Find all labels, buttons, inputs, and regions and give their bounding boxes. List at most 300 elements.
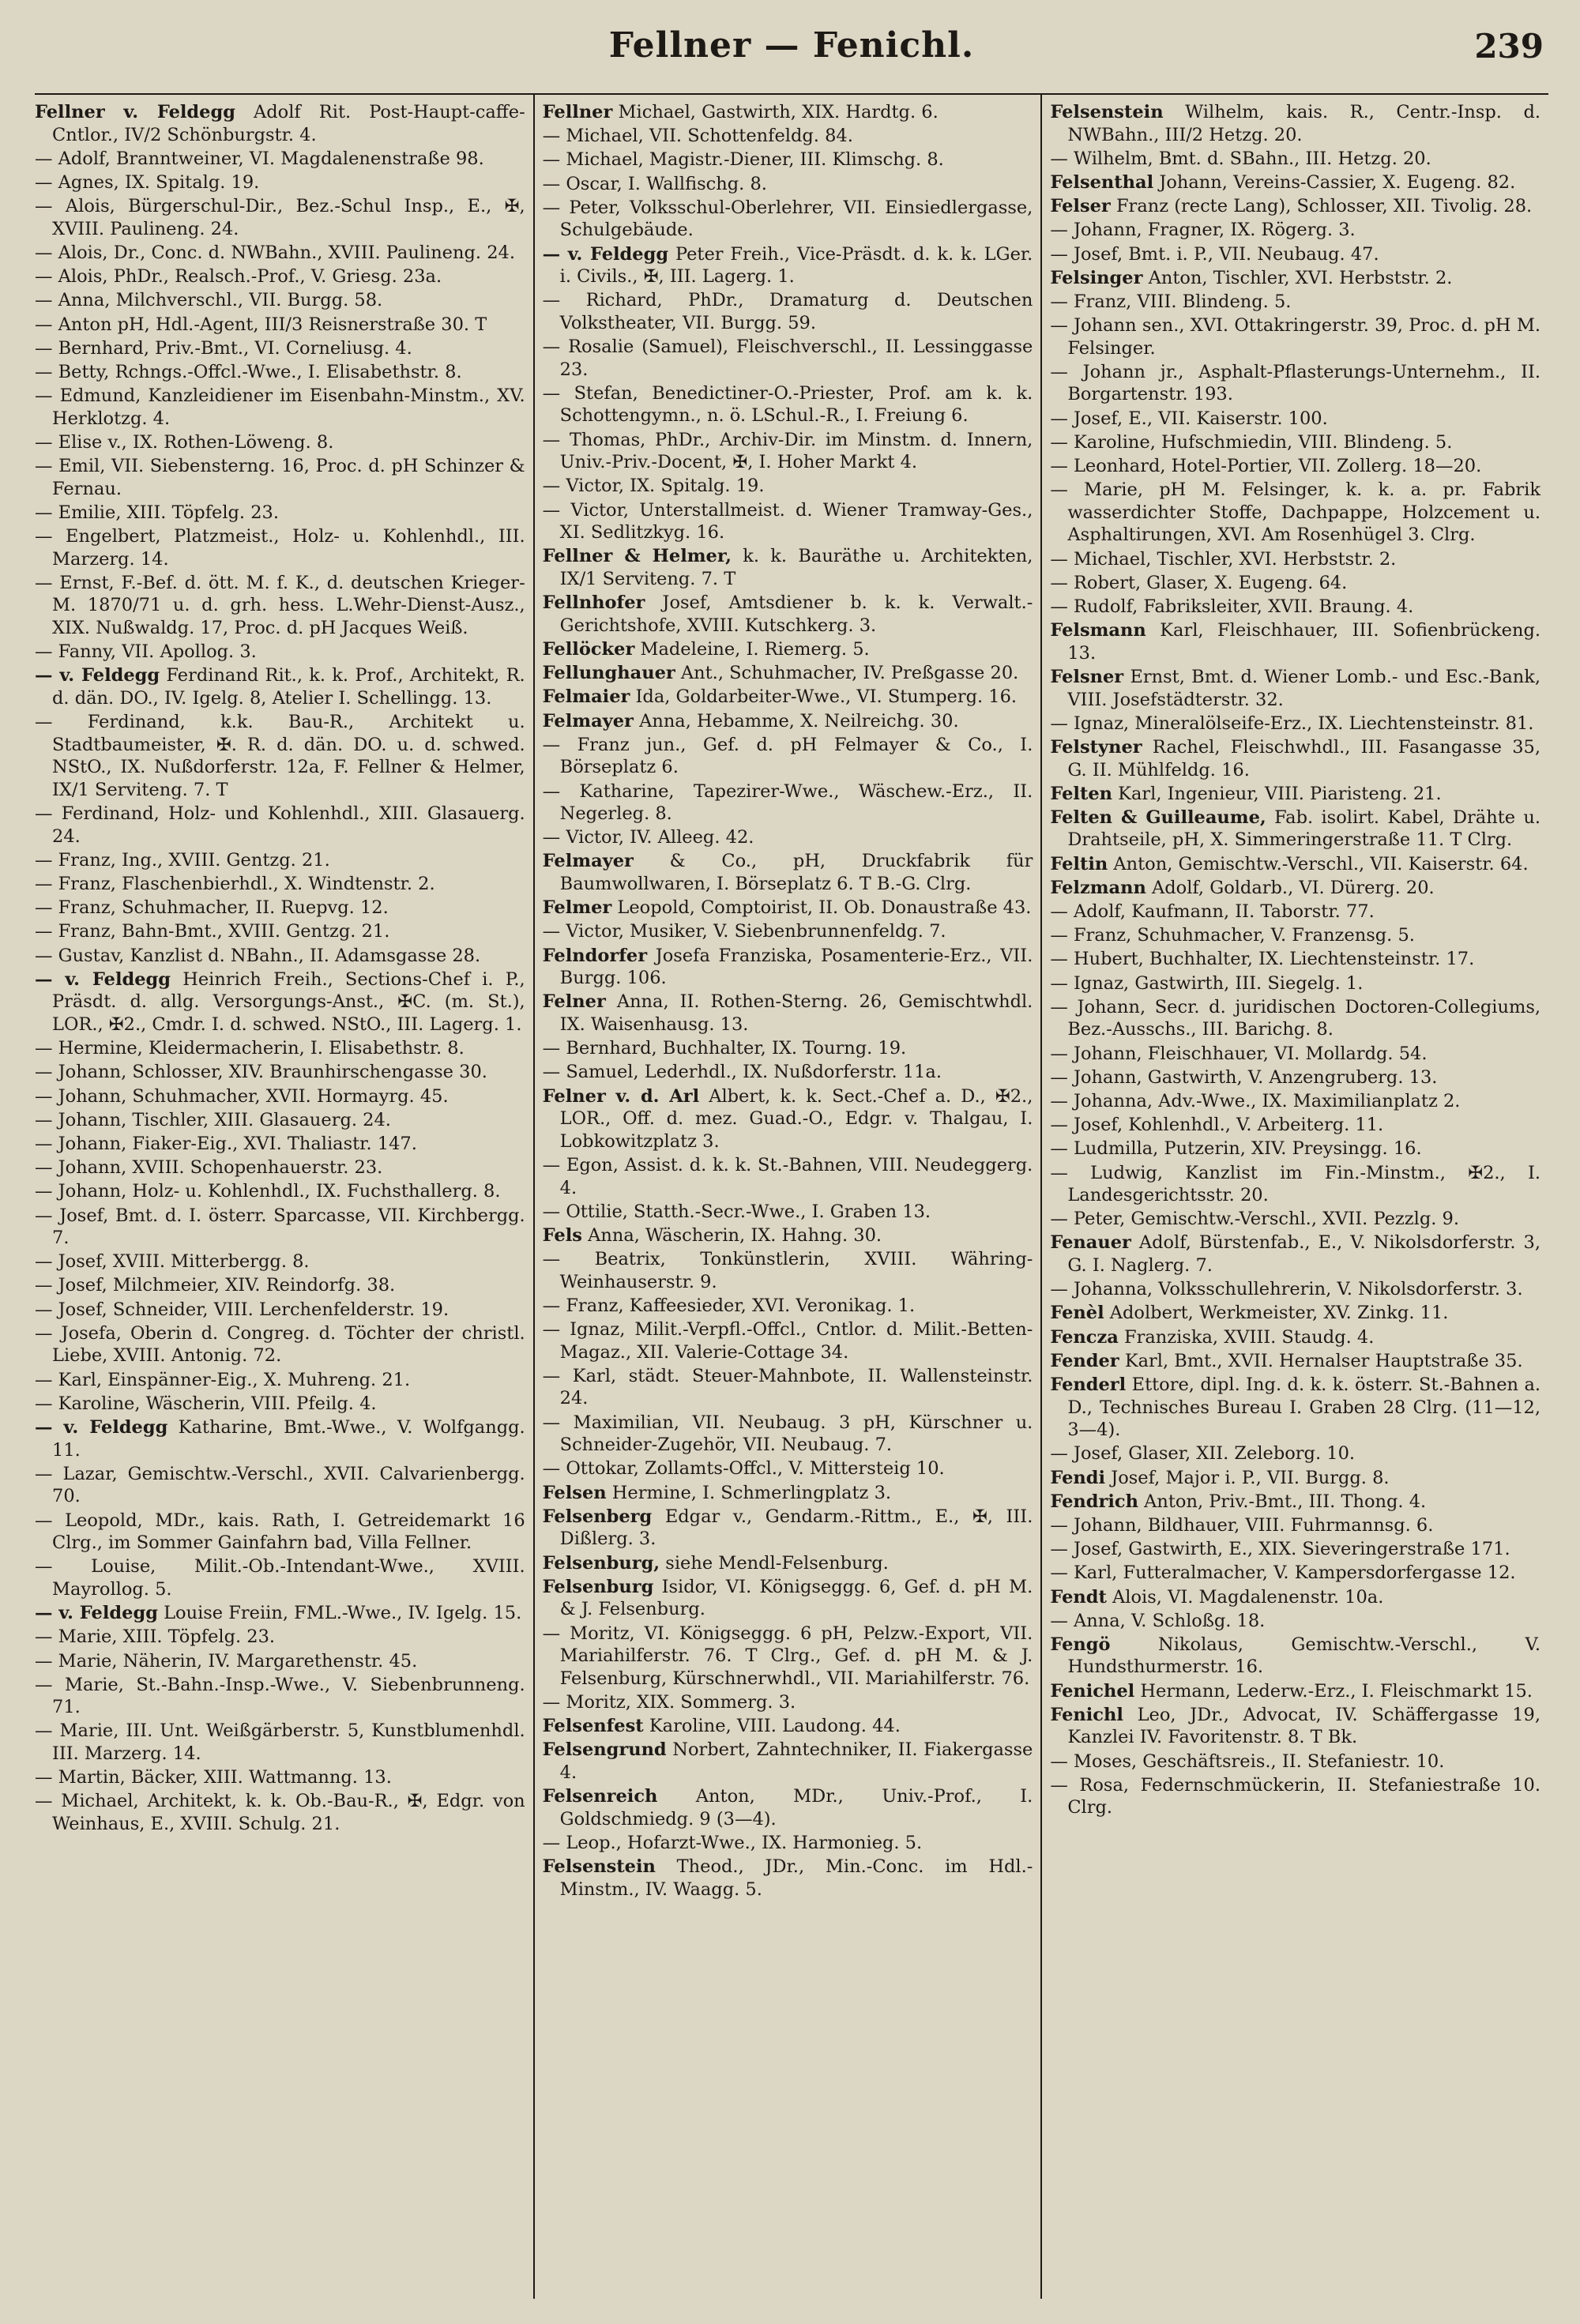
entry-text: — Peter, Gemischtw.-Verschl., XVII. Pezzlg. 9.	[1050, 1209, 1460, 1230]
entry-headword: Fender	[1050, 1350, 1119, 1371]
entry-text: — Alois, Dr., Conc. d. NWBahn., XVIII. Paulineng. 24.	[35, 242, 515, 263]
directory-entry	[35, 1369, 525, 1392]
entry-text: Ferdinand Rit., k. k. Prof., Architekt, R. d. dän. DO., IV. Igelg. 8, Atelier I. Schellingg. 13.	[52, 665, 525, 709]
entry-text: Fab. isolirt. Kabel, Drähte u. Drahtseile, pH, X. Simmeringerstraße 11. T Clrg.	[1067, 807, 1541, 851]
entry-headword: Fenauer	[1050, 1232, 1131, 1254]
entry-text: — Samuel, Lederhdl., IX. Nußdorferstr. 11a.	[542, 1062, 942, 1083]
entry-text: — Michael, Magistr.-Diener, III. Klimschg. 8.	[542, 149, 944, 171]
entry-text: Isidor, VI. Königseggg. 6, Gef. d. pH M. & J. Felsenburg.	[559, 1576, 1033, 1620]
directory-entry	[543, 499, 1033, 544]
entry-headword: Feltin	[1050, 853, 1108, 874]
directory-entry	[35, 171, 525, 194]
directory-entry	[35, 148, 525, 171]
entry-text: Wilhelm, kais. R., Centr.-Insp. d. NWBahn., III/2 Hetzg. 20.	[1067, 102, 1541, 145]
entry-text: — Elise v., IX. Rothen-Löweng. 8.	[35, 431, 334, 453]
running-title: Fellner — Fenichl.	[608, 25, 975, 66]
directory-entry	[35, 945, 525, 968]
entry-text: Ernst, Bmt. d. Wiener Lomb.- und Esc.-Bank, VIII. Josefstädterstr. 32.	[1067, 666, 1541, 710]
entry-text: — Moritz, XIX. Sommerg. 3.	[542, 1691, 796, 1713]
entry-headword: Fellnhofer	[542, 592, 645, 614]
entry-text: — Franz, Schuhmacher, II. Ruepvg. 12.	[35, 897, 389, 919]
entry-headword: Felner	[542, 991, 606, 1013]
entry-text: Theod., JDr., Min.-Conc. im Hdl.-Minstm., IV. Waagg. 5.	[559, 1856, 1033, 1900]
entry-text: — Michael, VII. Schottenfeldg. 84.	[542, 126, 853, 147]
entry-text: Ettore, dipl. Ing. d. k. k. österr. St.-Bahnen a. D., Technisches Bureau I. Graben 28 Clrg. (11—12, 3—4).	[1067, 1374, 1541, 1441]
entry-text: — Martin, Bäcker, XIII. Wattmanng. 13.	[35, 1767, 392, 1788]
directory-entry	[1050, 243, 1540, 266]
entry-text: — Karoline, Hufschmiedin, VIII. Blindeng. 5.	[1050, 431, 1453, 453]
directory-entry	[35, 1322, 525, 1367]
directory-entry	[35, 1393, 525, 1416]
directory-entry	[1050, 572, 1540, 595]
directory-entry	[543, 336, 1033, 381]
directory-entry	[543, 1201, 1033, 1224]
directory-entry	[35, 1133, 525, 1156]
directory-entry	[35, 1061, 525, 1084]
entry-text: — Franz, Schuhmacher, V. Franzensg. 5.	[1050, 925, 1415, 946]
entry-text: Karoline, VIII. Laudong. 44.	[643, 1716, 901, 1737]
entry-text: — Marie, XIII. Töpfelg. 23.	[35, 1626, 276, 1648]
directory-entry	[543, 429, 1033, 474]
entry-text: siehe Mendl-Felsenburg.	[660, 1552, 889, 1574]
directory-entry	[1050, 361, 1540, 406]
entry-text: — Josef, Gastwirth, E., XIX. Sieveringerstraße 171.	[1050, 1539, 1510, 1560]
entry-text: — Marie, Näherin, IV. Margarethenstr. 45.	[35, 1650, 418, 1672]
entry-text: Ant., Schuhmacher, IV. Preßgasse 20.	[675, 663, 1019, 684]
directory-entry	[35, 1674, 525, 1719]
entry-headword: Felsenstein	[1050, 102, 1164, 122]
directory-entry	[543, 1154, 1033, 1199]
entry-text: — Karl, städt. Steuer-Mahnbote, II. Wallensteinstr. 24.	[542, 1365, 1033, 1409]
entry-text: — Ferdinand, Holz- und Kohlenhdl., XIII. Glasauerg. 24.	[35, 803, 525, 847]
entry-headword: Fellunghauer	[542, 663, 675, 684]
entry-headword: Felsenfest	[542, 1716, 644, 1737]
entry-text: — Josef, Bmt. i. P., VII. Neubaug. 47.	[1050, 243, 1379, 265]
directory-entry	[1050, 1751, 1540, 1773]
entry-headword: Fendt	[1050, 1586, 1107, 1608]
entry-text: Adolf, Goldarb., VI. Dürerg. 20.	[1146, 877, 1435, 898]
entry-headword: Fenèl	[1050, 1303, 1104, 1324]
directory-entry	[1050, 666, 1540, 711]
directory-entry	[35, 431, 525, 454]
entry-headword: Fels	[542, 1224, 582, 1246]
entry-headword: Felsmann	[1050, 620, 1146, 641]
directory-entry	[1050, 1326, 1540, 1349]
entry-text: — Victor, IV. Alleeg. 42.	[542, 827, 754, 848]
directory-entry	[1050, 783, 1540, 806]
entry-text: Josefa Franziska, Posamenterie-Erz., VII. Burgg. 106.	[559, 945, 1033, 989]
entry-text: — Karl, Einspänner-Eig., X. Muhreng. 21.	[35, 1369, 411, 1390]
entry-text: Franz (recte Lang), Schlosser, XII. Tivolig. 28.	[1110, 196, 1533, 217]
entry-text: — Edmund, Kanzleidiener im Eisenbahn-Minstm., XV. Herklotzg. 4.	[35, 385, 525, 429]
entry-text: — Johann, Gastwirth, V. Anzengruberg. 13.	[1050, 1066, 1438, 1088]
entry-text: Nikolaus, Gemischtw.-Verschl., V. Hundsthurmerstr. 16.	[1067, 1634, 1541, 1678]
entry-text: Anna, Hebamme, X. Neilreichg. 30.	[633, 710, 959, 731]
entry-text: Ida, Goldarbeiter-Wwe., VI. Stumperg. 16.	[630, 686, 1018, 708]
entry-text: — Katharine, Tapezirer-Wwe., Wäschew.-Erz., II. Negerleg. 8.	[542, 780, 1033, 825]
directory-entry	[1050, 1162, 1540, 1207]
entry-text: Madeleine, I. Riemerg. 5.	[634, 638, 870, 660]
entry-text: — Thomas, PhDr., Archiv-Dir. im Minstm. d. Innern, Univ.-Priv.-Docent, ✠, I. Hoher Markt 4.	[542, 429, 1033, 473]
directory-entry	[543, 1037, 1033, 1060]
entry-headword: Fendi	[1050, 1467, 1106, 1488]
directory-entry	[1050, 924, 1540, 947]
directory-entry	[1050, 1586, 1540, 1609]
directory-entry	[543, 897, 1033, 919]
directory-entry	[543, 1482, 1033, 1505]
entry-text: Anna, II. Rothen-Sterng. 26, Gemischtwhdl. IX. Waisenhausg. 13.	[559, 991, 1033, 1035]
entry-headword: Fellner & Helmer,	[542, 546, 732, 567]
directory-entry	[543, 710, 1033, 733]
directory-entry	[1050, 596, 1540, 619]
entry-text: Anton, MDr., Univ.-Prof., I. Goldschmiedg. 9 (3—4).	[559, 1786, 1033, 1829]
directory-entry	[35, 920, 525, 943]
entry-text: Josef, Amtsdiener b. k. k. Verwalt.-Gerichtshofe, XVIII. Kutschkerg. 3.	[559, 592, 1033, 636]
entry-text: Adolf Rit. Post-Haupt-caffe-Cntlor., IV/2 Schönburgstr. 4.	[52, 102, 525, 145]
entry-text: Katharine, Bmt.-Wwe., V. Wolfgangg. 11.	[52, 1417, 525, 1461]
entry-text: — Ottokar, Zollamts-Offcl., V. Mittersteig 10.	[542, 1458, 945, 1480]
directory-entry	[543, 1085, 1033, 1153]
directory-entry	[543, 1457, 1033, 1480]
directory-entry	[35, 1766, 525, 1789]
directory-entry	[543, 1576, 1033, 1621]
entry-headword: Felsenstein	[542, 1856, 656, 1878]
entry-text: — Johann, Fleischhauer, VI. Mollardg. 54.	[1050, 1043, 1428, 1064]
directory-entry	[1050, 807, 1540, 852]
entry-text: — Peter, Volksschul-Oberlehrer, VII. Einsiedlergasse, Schulgebäude.	[542, 197, 1033, 241]
entry-text: — Rosa, Federnschmückerin, II. Stefaniestraße 10. Clrg.	[1050, 1774, 1541, 1818]
entry-headword: Felsen	[542, 1482, 607, 1503]
entry-headword: — v. Feldegg	[35, 1603, 158, 1624]
directory-entry	[543, 1856, 1033, 1901]
directory-entry	[35, 641, 525, 664]
entry-text: — Johanna, Volksschullehrerin, V. Nikolsdorferstr. 3.	[1050, 1279, 1523, 1300]
entry-text: — Josef, Glaser, XII. Zeleborg. 10.	[1050, 1443, 1356, 1465]
entry-text: — Rosalie (Samuel), Fleischverschl., II. Lessinggasse 23.	[542, 337, 1033, 380]
directory-entry	[543, 1248, 1033, 1293]
directory-entry	[543, 1295, 1033, 1318]
directory-entry	[1050, 267, 1540, 290]
directory-entry	[35, 1650, 525, 1673]
page-header	[35, 19, 1548, 82]
directory-entry	[35, 1037, 525, 1060]
directory-entry	[1050, 479, 1540, 547]
entry-text: Franziska, XVIII. Staudg. 4.	[1118, 1326, 1375, 1348]
directory-entry	[1050, 1374, 1540, 1442]
entry-text: — Josef, Milchmeier, XIV. Reindorfg. 38.	[35, 1275, 396, 1296]
entry-text: — Franz jun., Gef. d. pH Felmayer & Co., I. Börseplatz 6.	[542, 734, 1033, 778]
directory-entry	[1050, 171, 1540, 194]
entry-text: — Hubert, Buchhalter, IX. Liechtensteinstr. 17.	[1050, 949, 1475, 970]
entry-text: Leopold, Comptoirist, II. Ob. Donaustraße 43.	[611, 897, 1032, 919]
directory-entry	[543, 662, 1033, 685]
entry-text: — Johann, Holz- u. Kohlenhdl., IX. Fuchsthallerg. 8.	[35, 1181, 501, 1202]
entry-headword: Fellöcker	[542, 638, 635, 660]
directory-entry	[1050, 1066, 1540, 1089]
entry-headword: Felten	[1050, 783, 1113, 804]
entry-text: — Michael, Tischler, XVI. Herbststr. 2.	[1050, 548, 1397, 570]
entry-text: — Bernhard, Buchhalter, IX. Tourng. 19.	[542, 1038, 907, 1059]
directory-entry	[1050, 877, 1540, 900]
directory-entry	[1050, 996, 1540, 1041]
entry-text: Norbert, Zahntechniker, II. Fiakergasse 4.	[559, 1739, 1033, 1783]
entry-text: — Beatrix, Tonkünstlerin, XVIII. Währing-Weinhauserstr. 9.	[542, 1249, 1033, 1292]
directory-entry	[543, 780, 1033, 825]
directory-entry	[1050, 1442, 1540, 1465]
entry-text: — Josefa, Oberin d. Congreg. d. Töchter der christl. Liebe, XVIII. Antonig. 72.	[35, 1322, 525, 1367]
directory-entry	[543, 686, 1033, 709]
entry-headword: Fencza	[1050, 1326, 1119, 1348]
entry-headword: Felten & Guilleaume,	[1050, 807, 1266, 828]
entry-headword: Felmer	[542, 897, 612, 919]
directory-entry	[1050, 853, 1540, 876]
entry-text: Albert, k. k. Sect.-Chef a. D., ✠2., LOR., Off. d. mez. Guad.-O., Edgr. v. Thalgau, I. Lobkowitzplatz 3.	[559, 1085, 1033, 1152]
entry-text: Leo, JDr., Advocat, IV. Schäffergasse 19, Kanzlei IV. Favoritenstr. 8. T Bk.	[1067, 1704, 1541, 1748]
entry-text: Hermann, Lederw.-Erz., I. Fleischmarkt 15.	[1134, 1680, 1533, 1702]
entry-text: — Ignaz, Gastwirth, III. Siegelg. 1.	[1050, 972, 1364, 994]
directory-entry	[35, 968, 525, 1036]
entry-text: — Wilhelm, Bmt. d. SBahn., III. Hetzg. 20.	[1050, 148, 1431, 169]
entry-headword: Felmaier	[542, 686, 630, 708]
entry-text: Karl, Bmt., XVII. Hernalser Hauptstraße 35.	[1119, 1350, 1523, 1371]
entry-text: — Gustav, Kanzlist d. NBahn., II. Adamsgasse 28.	[35, 945, 481, 966]
entry-text: — Victor, Musiker, V. Siebenbrunnenfeldg. 7.	[542, 921, 946, 942]
directory-entry	[1050, 901, 1540, 923]
directory-entry	[543, 1552, 1033, 1575]
entry-headword: Felsenburg	[542, 1576, 654, 1597]
directory-entry	[35, 711, 525, 801]
entry-headword: Fenichl	[1050, 1704, 1123, 1725]
directory-entry	[1050, 1043, 1540, 1066]
directory-entry	[1050, 1634, 1540, 1679]
directory-entry	[35, 1790, 525, 1835]
entry-headword: Fenichel	[1050, 1680, 1135, 1702]
directory-entry	[1050, 431, 1540, 454]
column-3	[1042, 95, 1548, 2299]
directory-entry	[1050, 1114, 1540, 1137]
entry-text: — Johann sen., XVI. Ottakringerstr. 39, Proc. d. pH M. Felsinger.	[1050, 315, 1541, 359]
entry-text: — Anna, Milchverschl., VII. Burgg. 58.	[35, 290, 383, 311]
entry-text: — Engelbert, Platzmeist., Holz- u. Kohlenhdl., III. Marzerg. 14.	[35, 526, 525, 570]
entry-text: — Franz, VIII. Blindeng. 5.	[1050, 291, 1292, 312]
entry-text: — Victor, Unterstallmeist. d. Wiener Tramway-Ges., XI. Sedlitzkyg. 16.	[542, 499, 1033, 543]
entry-text: — Emilie, XIII. Töpfelg. 23.	[35, 502, 280, 523]
entry-text: — Johann, Schlosser, XIV. Braunhirschengasse 30.	[35, 1062, 487, 1083]
entry-text: — Hermine, Kleidermacherin, I. Elisabethstr. 8.	[35, 1038, 465, 1059]
directory-entry	[35, 873, 525, 896]
entry-text: Karl, Ingenieur, VIII. Piaristeng. 21.	[1112, 783, 1442, 804]
directory-entry	[35, 1416, 525, 1461]
entry-text: Louise Freiin, FML.-Wwe., IV. Igelg. 15.	[157, 1603, 522, 1624]
directory-entry	[543, 1365, 1033, 1410]
entry-text: — Adolf, Kaufmann, II. Taborstr. 77.	[1050, 901, 1375, 923]
directory-entry	[543, 1785, 1033, 1830]
directory-entry	[35, 502, 525, 525]
directory-entry	[35, 664, 525, 709]
directory-entry	[543, 1691, 1033, 1714]
entry-text: Anton, Gemischtw.-Verschl., VII. Kaiserstr. 64.	[1108, 853, 1529, 874]
entry-text: Josef, Major i. P., VII. Burgg. 8.	[1105, 1467, 1390, 1488]
page-number: 239	[1474, 27, 1544, 66]
directory-entry	[35, 1274, 525, 1297]
entry-text: — Alois, Bürgerschul-Dir., Bez.-Schul Insp., E., ✠, XVIII. Paulineng. 24.	[35, 196, 525, 239]
directory-entry	[543, 592, 1033, 637]
directory-entry	[543, 1506, 1033, 1551]
entry-headword: Felner v. d. Arl	[542, 1085, 700, 1107]
directory-entry	[1050, 1232, 1540, 1277]
directory-entry	[543, 920, 1033, 943]
directory-entry	[35, 1626, 525, 1649]
directory-entry	[543, 734, 1033, 779]
entry-text: — Johann, Secr. d. juridischen Doctoren-Collegiums, Bez.-Ausschs., III. Barichg. 8.	[1050, 996, 1541, 1040]
directory-entry	[543, 850, 1033, 895]
entry-headword: Fengö	[1050, 1634, 1111, 1655]
entry-text: — Ottilie, Statth.-Secr.-Wwe., I. Graben 13.	[542, 1201, 931, 1222]
directory-entry	[35, 525, 525, 570]
directory-entry	[35, 455, 525, 500]
directory-entry	[543, 945, 1033, 990]
directory-entry	[543, 1224, 1033, 1247]
directory-entry	[1050, 619, 1540, 664]
entry-text: Hermine, I. Schmerlingplatz 3.	[606, 1482, 892, 1503]
directory-entry	[543, 149, 1033, 171]
entry-text: — Ferdinand, k.k. Bau-R., Architekt u. Stadtbaumeister, ✠. R. d. dän. DO. u. d. schwed. NStO., IX. Nußdorferstr. 12a, F. Fellner & Helmer, IX/1 Serviteng. 7. T	[35, 712, 525, 800]
entry-text: — Johann, Schuhmacher, XVII. Hormayrg. 45.	[35, 1085, 449, 1107]
directory-entry	[35, 897, 525, 919]
directory-entry	[35, 1555, 525, 1600]
directory-entry	[1050, 948, 1540, 971]
directory-entry	[543, 1832, 1033, 1855]
entry-text: — Ludmilla, Putzerin, XIV. Preysingg. 16.	[1050, 1138, 1422, 1160]
entry-text: — Johann, Fragner, IX. Rögerg. 3.	[1050, 220, 1356, 241]
entry-headword: Felzmann	[1050, 877, 1146, 898]
directory-entry	[543, 1318, 1033, 1363]
directory-entry	[35, 849, 525, 872]
entry-headword: — v. Feldegg	[35, 1417, 168, 1438]
entry-text: — Karl, Futteralmacher, V. Kampersdorfergasse 12.	[1050, 1562, 1516, 1584]
entry-text: — Ernst, F.-Bef. d. ött. M. f. K., d. deutschen Krieger-M. 1870/71 u. d. grh. hess. L.Wehr-Dienst-Ausz., XIX. Nußwaldg. 17, Proc. d. pH Jacques Weiß.	[35, 572, 525, 638]
entry-headword: Felmayer	[542, 710, 634, 731]
directory-entry	[1050, 408, 1540, 431]
directory-entry	[35, 1720, 525, 1765]
entry-text: — Karoline, Wäscherin, VIII. Pfeilg. 4.	[35, 1393, 377, 1414]
entry-text: — Rudolf, Fabriksleiter, XVII. Braung. 4.	[1050, 596, 1414, 617]
directory-entry	[35, 361, 525, 384]
entry-text: Anton, Priv.-Bmt., III. Thong. 4.	[1138, 1491, 1427, 1512]
directory-entry	[543, 638, 1033, 661]
directory-entry	[1050, 713, 1540, 735]
entry-text: — Leonhard, Hotel-Portier, VII. Zollerg. 18—20.	[1050, 456, 1482, 477]
entry-text: — Franz, Flaschenbierhdl., X. Windtenstr. 2.	[35, 874, 435, 895]
entry-text: Anna, Wäscherin, IX. Hahng. 30.	[581, 1224, 882, 1246]
directory-entry	[1050, 1090, 1540, 1113]
entry-headword: Felsenthal	[1050, 171, 1154, 193]
entry-text: — Anna, V. Schloßg. 18.	[1050, 1610, 1266, 1631]
entry-text: — Ludwig, Kanzlist im Fin.-Minstm., ✠2., I. Landesgerichtsstr. 20.	[1050, 1162, 1541, 1206]
directory-entry	[1050, 314, 1540, 359]
entry-text: — Fanny, VII. Apollog. 3.	[35, 641, 257, 663]
entry-text: k. k. Bauräthe u. Architekten, IX/1 Serviteng. 7. T	[559, 546, 1033, 589]
entry-headword: — v. Feldegg	[542, 243, 669, 265]
directory-entry	[1050, 1138, 1540, 1160]
entry-text: — Emil, VII. Siebensterng. 16, Proc. d. pH Schinzer & Fernau.	[35, 456, 525, 499]
entry-text: — Marie, pH M. Felsinger, k. k. a. pr. Fabrik wasserdichter Stoffe, Dachpappe, Holzcement u. Asphaltirungen, XVI. Am Rosenhügel 3. Clrg.	[1050, 479, 1541, 546]
directory-entry	[1050, 736, 1540, 781]
directory-entry	[543, 545, 1033, 590]
directory-entry	[1050, 1704, 1540, 1749]
entry-text: — Franz, Kaffeesieder, XVI. Veronikag. 1.	[542, 1295, 916, 1316]
directory-entry	[35, 1109, 525, 1132]
entry-text: — Josef, E., VII. Kaiserstr. 100.	[1050, 408, 1328, 429]
directory-entry	[1050, 101, 1540, 146]
directory-entry	[543, 991, 1033, 1036]
directory-entry	[543, 1623, 1033, 1690]
entry-text: & Co., pH, Druckfabrik für Baumwollwaren, I. Börseplatz 6. T B.-G. Clrg.	[559, 851, 1033, 895]
entry-text: — Maximilian, VII. Neubaug. 3 pH, Kürschner u. Schneider-Zugehör, VII. Neubaug. 7.	[542, 1412, 1033, 1456]
entry-text: — Johanna, Adv.-Wwe., IX. Maximilianplatz 2.	[1050, 1090, 1461, 1111]
directory-entry	[1050, 1774, 1540, 1819]
directory-entry	[543, 1412, 1033, 1457]
entry-headword: Felsenburg,	[542, 1552, 660, 1574]
entry-text: — Alois, PhDr., Realsch.-Prof., V. Griesg. 23a.	[35, 266, 442, 288]
directory-entry	[1050, 548, 1540, 571]
entry-text: — Egon, Assist. d. k. k. St.-Bahnen, VIII. Neudeggerg. 4.	[542, 1154, 1033, 1198]
entry-headword: Fellner v. Feldegg	[35, 102, 235, 122]
column-1	[35, 95, 535, 2299]
entry-headword: — v. Feldegg	[35, 968, 171, 990]
entry-text: — Josef, XVIII. Mitterbergg. 8.	[35, 1251, 310, 1273]
entry-text: — Leopold, MDr., kais. Rath, I. Getreidemarkt 16 Clrg., im Sommer Gainfahrn bad, Villa Fellner.	[35, 1510, 525, 1554]
entry-text: — Robert, Glaser, X. Eugeng. 64.	[1050, 572, 1348, 593]
directory-entry	[35, 1156, 525, 1179]
entry-text: — Johann jr., Asphalt-Pflasterungs-Unternehm., II. Borgartenstr. 193.	[1050, 361, 1541, 405]
entry-headword: Felsinger	[1050, 267, 1143, 288]
directory-entry	[1050, 1491, 1540, 1514]
entry-text: — Josef, Schneider, VIII. Lerchenfelderstr. 19.	[35, 1299, 450, 1320]
directory-entry	[35, 1180, 525, 1203]
entry-text: — Johann, Tischler, XIII. Glasauerg. 24.	[35, 1109, 391, 1130]
directory-entry	[35, 803, 525, 848]
entry-headword: Felsenberg	[542, 1506, 653, 1527]
directory-entry	[1050, 1302, 1540, 1325]
directory-entry	[35, 265, 525, 288]
directory-entry	[35, 572, 525, 640]
entry-text: Rachel, Fleischwhdl., III. Fasangasse 35, G. II. Mühlfeldg. 16.	[1067, 736, 1541, 780]
entry-text: Anton, Tischler, XVI. Herbststr. 2.	[1142, 267, 1453, 288]
entry-text: — Franz, Ing., XVIII. Gentzg. 21.	[35, 849, 330, 871]
entry-headword: Felser	[1050, 196, 1111, 217]
entry-text: — Franz, Bahn-Bmt., XVIII. Gentzg. 21.	[35, 921, 390, 942]
entry-text: — Lazar, Gemischtw.-Verschl., XVII. Calvarienbergg. 70.	[35, 1463, 525, 1507]
entry-text: Heinrich Freih., Sections-Chef i. P., Präsdt. d. allg. Versorgungs-Anst., ✠C. (m. St.), LOR., ✠2., Cmdr. I. d. schwed. NStO., III. Lagerg. 1.	[52, 968, 525, 1035]
entry-text: — Johann, Fiaker-Eig., XVI. Thaliastr. 147.	[35, 1133, 417, 1154]
entry-text: Johann, Vereins-Cassier, X. Eugeng. 82.	[1153, 171, 1516, 193]
entry-headword: Felmayer	[542, 851, 634, 872]
directory-entry	[543, 826, 1033, 849]
entry-text: Peter Freih., Vice-Präsdt. d. k. k. LGer. i. Civils., ✠, III. Lagerg. 1.	[559, 243, 1033, 288]
directory-entry	[543, 197, 1033, 242]
entry-text: — Bernhard, Priv.-Bmt., VI. Corneliusg. 4.	[35, 337, 412, 359]
directory-entry	[1050, 1350, 1540, 1373]
entry-text: Alois, VI. Magdalenenstr. 10a.	[1106, 1586, 1384, 1608]
directory-entry	[35, 1299, 525, 1322]
directory-entry	[35, 1205, 525, 1250]
directory-entry	[35, 195, 525, 240]
directory-entry	[543, 173, 1033, 196]
directory-entry	[1050, 455, 1540, 478]
entry-text: — Agnes, IX. Spitalg. 19.	[35, 171, 260, 193]
directory-entry	[35, 1602, 525, 1625]
